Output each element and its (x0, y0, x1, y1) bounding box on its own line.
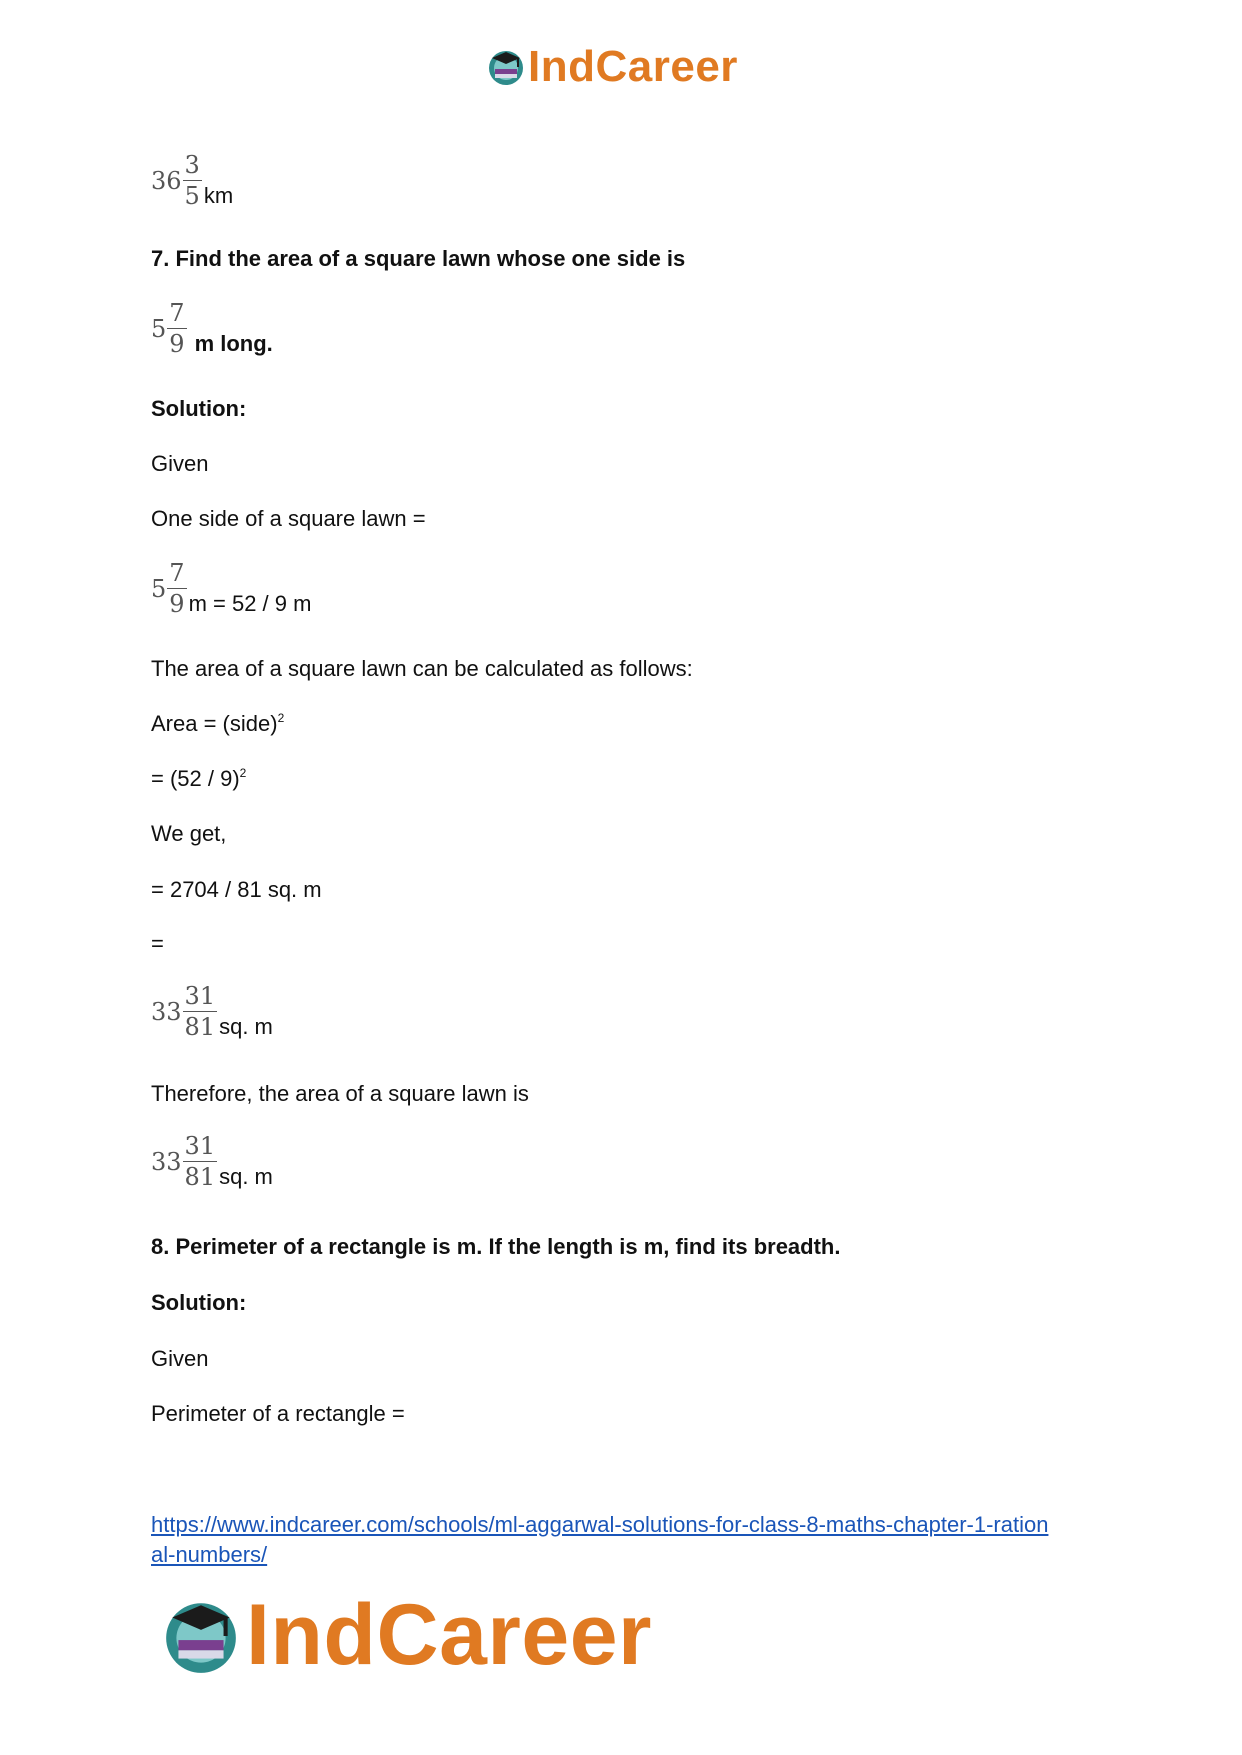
frac-denominator: 9 (169, 590, 185, 618)
frac-denominator: 5 (184, 182, 200, 210)
graduation-cap-book-icon (486, 47, 526, 87)
q7-side-text: One side of a square lawn = (151, 506, 426, 531)
q7-side-fraction (151, 298, 273, 359)
exponent: 2 (277, 711, 285, 725)
frac-numerator: 3 (184, 151, 200, 179)
formula-text: Area = (side) (151, 711, 278, 736)
brand-name: IndCareer (246, 1587, 652, 1683)
q7-we-get: We get, (151, 821, 227, 846)
q7-area-mixed (151, 981, 273, 1042)
frac-unit: m = 52 / 9 m (188, 591, 312, 616)
q8-perimeter-text: Perimeter of a rectangle = (151, 1401, 405, 1426)
frac-whole: 36 (151, 166, 182, 195)
mixed-fraction-36-3-5 (151, 150, 233, 211)
frac-denominator: 81 (184, 1163, 216, 1191)
frac-unit: m long. (194, 331, 273, 356)
q7-area-substitution (151, 766, 246, 792)
frac-denominator: 81 (184, 1013, 216, 1041)
q7-equals: = (151, 931, 164, 956)
frac-whole: 33 (151, 1147, 182, 1176)
footer-logo (160, 1586, 652, 1685)
q7-solution-label: Solution: (151, 396, 247, 421)
frac-numerator: 31 (184, 982, 216, 1010)
source-link-line1[interactable]: https://www.indcareer.com/schools/ml-aggarwal-solutions-for-class-8-maths-chapter-1-ration (151, 1512, 1049, 1537)
frac-numerator: 7 (169, 299, 185, 327)
q7-given: Given (151, 451, 209, 476)
exponent: 2 (239, 766, 247, 780)
header-logo (486, 42, 738, 92)
q7-answer-mixed (151, 1131, 273, 1192)
source-link[interactable] (151, 1510, 1111, 1570)
frac-unit: sq. m (219, 1014, 273, 1039)
q8-solution-label: Solution: (151, 1290, 247, 1315)
q7-calc-text: The area of a square lawn can be calculated as follows: (151, 656, 693, 681)
q7-side-conversion (151, 558, 311, 619)
q8-given: Given (151, 1346, 209, 1371)
frac-numerator: 31 (184, 1132, 216, 1160)
frac-unit: sq. m (219, 1164, 273, 1189)
q7-area-value: = 2704 / 81 sq. m (151, 877, 322, 902)
q8-question: 8. Perimeter of a rectangle is m. If the length is m, find its breadth. (151, 1234, 841, 1259)
frac-unit: km (203, 183, 234, 208)
brand-name: IndCareer (528, 42, 738, 91)
source-link-line2[interactable]: al-numbers/ (151, 1542, 268, 1567)
frac-whole: 5 (151, 574, 167, 603)
frac-whole: 33 (151, 997, 182, 1026)
graduation-cap-book-icon (160, 1595, 242, 1677)
frac-numerator: 7 (169, 559, 185, 587)
q7-area-formula (151, 711, 284, 737)
frac-denominator: 9 (169, 330, 185, 358)
q7-therefore: Therefore, the area of a square lawn is (151, 1081, 529, 1106)
q7-question: 7. Find the area of a square lawn whose one side is (151, 246, 686, 271)
frac-whole: 5 (151, 314, 167, 343)
formula-text: = (52 / 9) (151, 766, 240, 791)
